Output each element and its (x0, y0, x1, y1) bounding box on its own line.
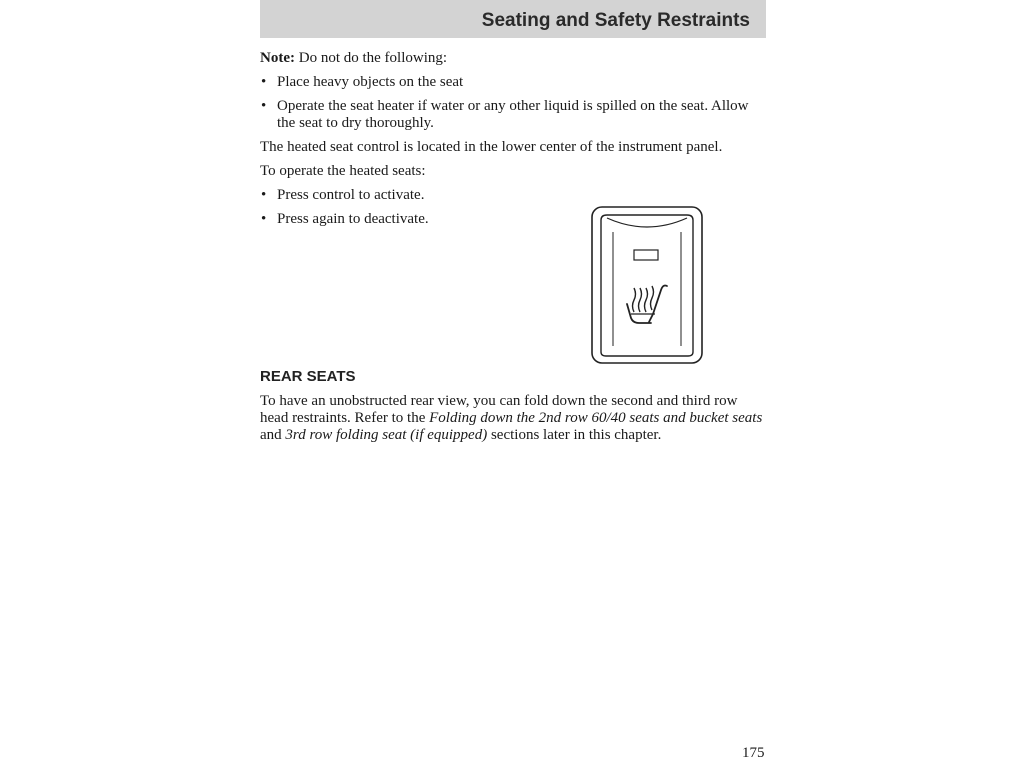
section-title: Seating and Safety Restraints (481, 10, 750, 31)
note-paragraph (260, 50, 766, 67)
note-bullet-text: Operate the seat heater if water or any other liquid is spilled on the seat. Allow the seat to dry thoroughly. (277, 98, 749, 131)
section-header-bar (260, 0, 766, 38)
bullet-dot: • (261, 211, 267, 227)
note-bullet-item (260, 74, 766, 91)
rear-seats-heading: REAR SEATS (260, 368, 356, 385)
note-label: Note: (260, 50, 295, 66)
operate-bullet-text: Press control to activate. (277, 187, 425, 203)
note-bullet-text: Place heavy objects on the seat (277, 74, 464, 90)
location-paragraph: The heated seat control is located in the lower center of the instrument panel. (260, 139, 723, 155)
bullet-dot: • (261, 74, 267, 90)
note-bullet-item (260, 98, 766, 132)
note-text: Do not do the following: (294, 50, 448, 66)
operate-bullet-text: Press again to deactivate. (277, 211, 429, 227)
operate-intro: To operate the heated seats: (260, 163, 426, 179)
rear-seats-paragraph (260, 393, 766, 444)
rear-seats-ref-2: 3rd row folding seat (if equipped) (285, 427, 488, 443)
heated-seat-switch-icon (591, 206, 703, 364)
page-number: 175 (742, 745, 765, 761)
rear-seats-text: sections later in this chapter. (487, 427, 662, 443)
operate-bullet-item (260, 187, 766, 204)
rear-seats-ref-1: Folding down the 2nd row 60/40 seats and bucket seats (429, 410, 763, 426)
rear-seats-text: and (260, 427, 286, 443)
bullet-dot: • (261, 187, 267, 203)
rear-seats-text: To have an unobstructed rear view, you can fold down the second and third row head restraints. Refer to the (260, 393, 738, 426)
bullet-dot: • (261, 98, 267, 114)
